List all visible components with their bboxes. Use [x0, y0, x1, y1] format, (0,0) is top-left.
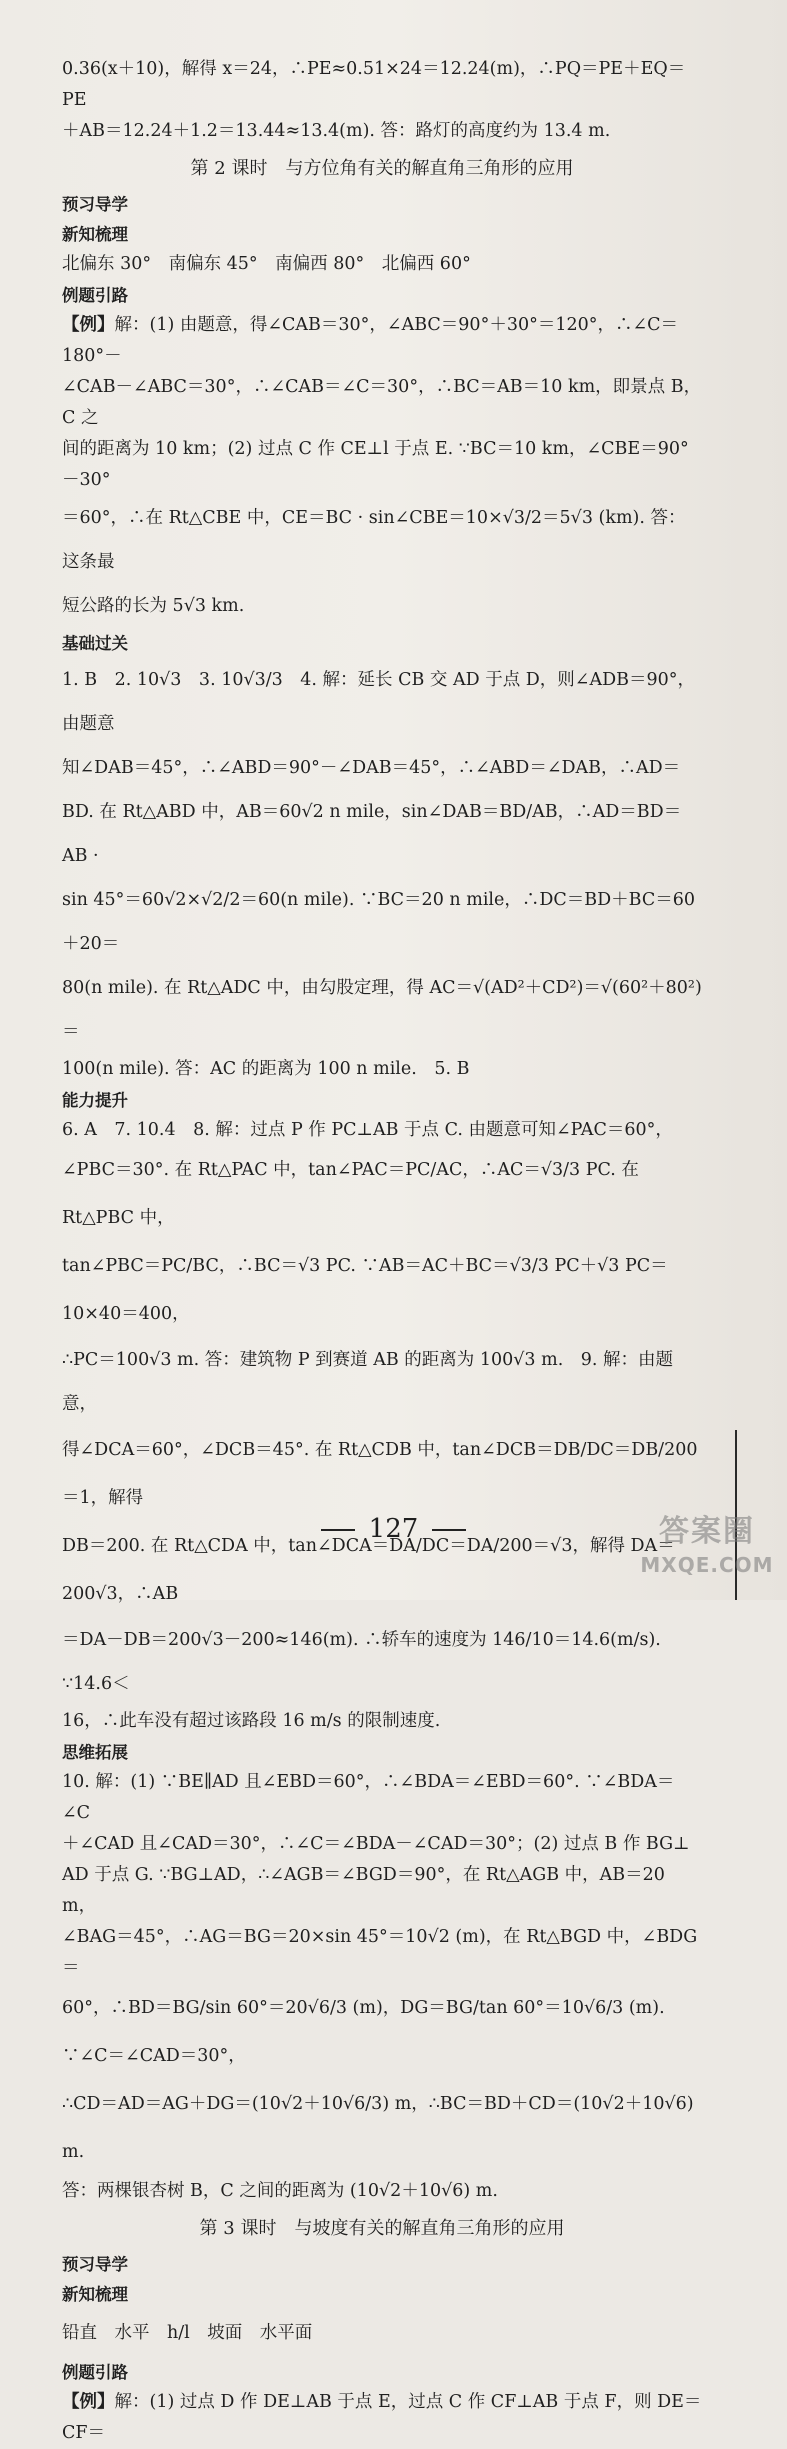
text-line: 16，∴此车没有超过该路段 16 m/s 的限制速度.: [62, 1711, 441, 1731]
text-line: BD. 在 Rt△ABD 中，AB＝60√2 n mile，sin∠DAB＝BD/AB，∴AD＝BD＝AB ·: [62, 802, 682, 866]
new-knowledge-answers: 北偏东 30° 南偏东 45° 南偏西 80° 北偏西 60°: [62, 254, 471, 274]
text-line: AD 于点 G. ∵BG⊥AD，∴∠AGB＝∠BGD＝90°，在 Rt△AGB 中，AB＝20 m，: [62, 1865, 665, 1916]
text-line: ＝60°，∴在 Rt△CBE 中，CE＝BC · sin∠CBE＝10×√3/2＝5√3 (km). 答：这条最: [62, 508, 686, 572]
text-line: 0.36(x＋10)，解得 x＝24，∴PE≈0.51×24＝12.24(m)，∴PQ＝PE＋EQ＝PE: [62, 59, 686, 110]
section-heading-new-knowledge: 新知梳理: [62, 2285, 128, 2304]
section-heading-example: 例题引路: [62, 2363, 128, 2382]
text-line: ＋AB＝12.24＋1.2＝13.44≈13.4(m). 答：路灯的高度约为 13.4 m.: [62, 121, 611, 141]
text-line: ＋∠CAD 且∠CAD＝30°，∴∠C＝∠BDA－∠CAD＝30°；(2) 过点 B 作 BG⊥: [62, 1834, 690, 1854]
text-line: 1. B 2. 10√3 3. 10√3/3 4. 解：延长 CB 交 AD 于点 D，则∠ADB＝90°，由题意: [62, 670, 696, 734]
page-number-dash-left: [321, 1529, 355, 1531]
text-line: tan∠PBC＝PC/BC，∴BC＝√3 PC. ∵AB＝AC＋BC＝√3/3 PC＋√3 PC＝10×40＝400，: [62, 1256, 668, 1324]
new-knowledge-answers: 铅直 水平 h/l 坡面 水平面: [62, 2323, 313, 2343]
lesson-3-title: 第 3 课时 与坡度有关的解直角三角形的应用: [199, 2218, 565, 2239]
text-line: DB＝200. 在 Rt△CDA 中，tan∠DCA＝DA/DC＝DA/200＝√3，解得 DA＝200√3，∴AB: [62, 1536, 675, 1604]
example-text: 解：(1) 过点 D 作 DE⊥AB 于点 E，过点 C 作 CF⊥AB 于点 F，则 DE＝CF＝: [62, 2392, 702, 2443]
text-line: 100(n mile). 答：AC 的距离为 100 n mile. 5. B: [62, 1059, 470, 1079]
watermark-logo: 答案圈: [659, 1514, 755, 1549]
text-line: ∠PBC＝30°. 在 Rt△PAC 中，tan∠PAC＝PC/AC，∴AC＝√3/3 PC. 在 Rt△PBC 中，: [62, 1160, 639, 1228]
lesson-2-title: 第 2 课时 与方位角有关的解直角三角形的应用: [190, 158, 574, 179]
text-line: ＝DA－DB＝200√3－200≈146(m). ∴轿车的速度为 146/10＝14.6(m/s). ∵14.6＜: [62, 1630, 661, 1694]
text-line: 60°，∴BD＝BG/sin 60°＝20√6/3 (m)，DG＝BG/tan 60°＝10√6/3 (m). ∵∠C＝∠CAD＝30°，: [62, 1998, 665, 2066]
watermark-text: MXQE.COM: [640, 1553, 774, 1577]
section-heading-preview: 预习导学: [62, 2255, 128, 2274]
section-heading-ability: 能力提升: [62, 1091, 128, 1110]
text-line: ∠CAB－∠ABC＝30°，∴∠CAB＝∠C＝30°，∴BC＝AB＝10 km，即景点 B，C 之: [62, 377, 702, 428]
text-line: 答：两棵银杏树 B，C 之间的距离为 (10√2＋10√6) m.: [62, 2181, 498, 2201]
page-number-value: 127: [368, 1514, 419, 1544]
section-heading-example: 例题引路: [62, 286, 128, 305]
text-line: ∠BAG＝45°，∴AG＝BG＝20×sin 45°＝10√2 (m)，在 Rt△BGD 中，∠BDG＝: [62, 1927, 698, 1978]
example-tag: 【例】: [62, 315, 115, 335]
text-line: ∴CD＝AD＝AG＋DG＝(10√2＋10√6/3) m，∴BC＝BD＋CD＝(10√2＋10√6) m.: [62, 2094, 694, 2162]
watermark: [637, 1512, 777, 1586]
example-line: [62, 2387, 702, 2449]
text-line: 得∠DCA＝60°，∠DCB＝45°. 在 Rt△CDB 中，tan∠DCB＝DB/DC＝DB/200＝1，解得: [62, 1440, 698, 1508]
text-line: 知∠DAB＝45°，∴∠ABD＝90°－∠DAB＝45°，∴∠ABD＝∠DAB，∴AD＝: [62, 758, 681, 778]
section-heading-new-knowledge: 新知梳理: [62, 225, 128, 244]
document-body: [62, 54, 702, 2449]
text-line: ∴PC＝100√3 m. 答：建筑物 P 到赛道 AB 的距离为 100√3 m. 9. 解：由题意，: [62, 1350, 674, 1414]
text-line: sin 45°＝60√2×√2/2＝60(n mile). ∵BC＝20 n mile，∴DC＝BD＋BC＝60＋20＝: [62, 890, 696, 954]
section-heading-thinking: 思维拓展: [62, 1743, 128, 1762]
text-line: 短公路的长为 5√3 km.: [62, 596, 245, 616]
section-heading-preview: 预习导学: [62, 195, 128, 214]
text-line: 10. 解：(1) ∵BE∥AD 且∠EBD＝60°，∴∠BDA＝∠EBD＝60°. ∵∠BDA＝∠C: [62, 1772, 675, 1823]
example-text: 解：(1) 由题意，得∠CAB＝30°，∠ABC＝90°＋30°＝120°，∴∠C＝180°－: [62, 315, 679, 366]
text-line: 间的距离为 10 km；(2) 过点 C 作 CE⊥l 于点 E. ∵BC＝10 km，∠CBE＝90°－30°: [62, 439, 689, 490]
text-line: 6. A 7. 10.4 8. 解：过点 P 作 PC⊥AB 于点 C. 由题意可知∠PAC＝60°，: [62, 1120, 673, 1140]
text-line: 80(n mile). 在 Rt△ADC 中，由勾股定理，得 AC＝√(AD²＋CD²)＝√(60²＋80²)＝: [62, 978, 702, 1042]
example-line: [62, 310, 702, 372]
page-number-dash-right: [432, 1529, 466, 1531]
example-tag: 【例】: [62, 2392, 115, 2412]
section-heading-basic: 基础过关: [62, 634, 128, 653]
